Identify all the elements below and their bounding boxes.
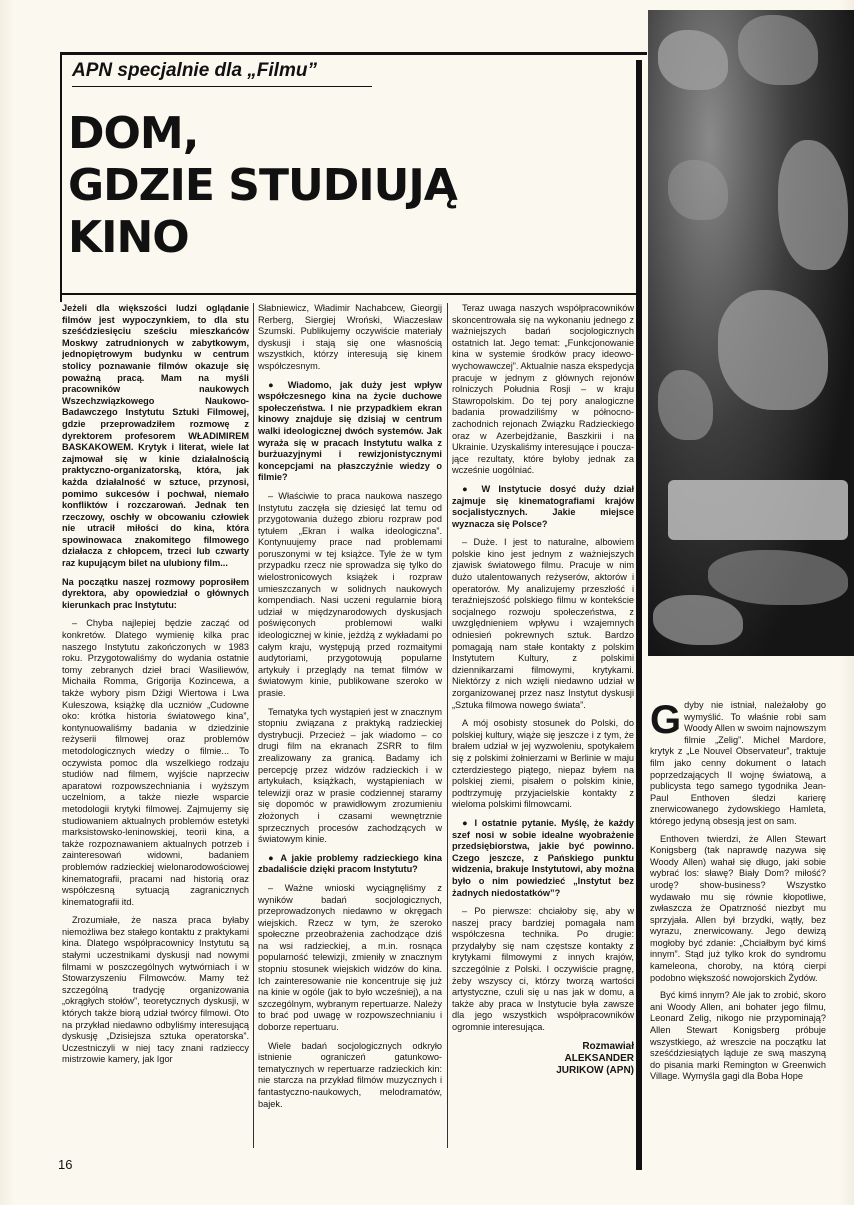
question-paragraph: ● W Instytucie dosyć duży dział zajmuje się kinematografiami krajów socjalistycznych. Jakie miejsce wyznacza się Polsce? — [452, 483, 634, 529]
opening-paragraph — [650, 700, 826, 828]
headline-divider — [60, 293, 638, 295]
body-paragraph: Teraz uwaga naszych współpracowników skoncentrowała się na wykonaniu jednego z ważniejszych badań socjologicznych ostatnich lat. Jego temat: „Funkcjonowanie kina w systemie środków pracy ideowo-wychowawczej”. Aktualnie nasza ekspedycja pracuje w jednym z głównych rejonów rolniczych Południa Rosji – w kraju Stawropolskim. Do tej pory analogiczne badania prowadziliśmy w północno-zachodnich rejonach Związku Radzieckiego oraz w Azerbejdżanie, Baszkirii i na Ukrainie. Uzyskaliśmy interesujące i pouczające rezultaty, które byłoby jednak za wcześnie uogólniać. — [452, 303, 634, 476]
body-paragraph: – Ważne wnioski wyciągnęliśmy z wyników badań socjologicznych, przeprowadzonych niedawno w okręgach wiejskich. Rzecz w tym, że szeroko społeczne przeobrażenia zachodzące dziś na wsi radzieckiej, a m.in. rosnąca popularność telewizji, zmieniły w znacznym stopniu stosunek wiejskich widzów do kina. Ich zainteresowanie nie koncentruje się już na kinie w ogóle (jak to było wcześniej), a na szczególnym, wybranym repertuarze. Należy to brać pod uwagę w rozpowszechnianiu i doborze repertuaru. — [258, 882, 442, 1033]
body-paragraph: Enthoven twierdzi, że Allen Stewart Konigsberg (tak naprawdę nazywa się Woody Allen) wahał się długo, jaki sobie wybrać los: sławę? Biały Dom? miłość? urodę? show-business? Wszystko wydawało mu się równie kłopotliwe, zwłaszcza że Opatrzność niezbyt mu sprzyjała. Allen był brzydki, wątły, bez wyrazu, znerwicowany. Jego dewizą mogłoby być zdanie: „Chciałbym być kimś innym”. Stąd już tylko krok do syndromu kameleona, choroby, na którą cierpi podobno większość nowojorskich Żydów. — [650, 833, 826, 983]
article-headline — [68, 108, 628, 264]
frame-right-rule — [636, 60, 642, 1170]
body-paragraph: Być kimś innym? Ale jak to zrobić, skoro ani Woody Allen, ani bohater jego filmu, Leonard Zelig, nikogo nie przypominają? Allen Stewart Konigsberg próbuje wszystkiego, aż wreszcie na początku lat sześćdziesiątych ląduje ze swą maszyną do pisania marki Remington w Greenwich Village. Wymyśla gagi dla Boba Hope — [650, 990, 826, 1082]
headline-line: GDZIE STUDIUJĄ — [68, 160, 457, 211]
column-rule — [447, 303, 448, 1148]
question-paragraph: ● I ostatnie pytanie. Myślę, że każdy szef nosi w sobie idealne wyobrażenie przedsiębiorstwa, jakie być powinno. Czego jeszcze, z Pańskiego punktu widzenia, brakuje Instytutowi, aby można było o nim powiedzieć „Instytut bez żadnych niedostatków”? — [452, 817, 634, 898]
body-paragraph: Wiele badań socjologicznych odkryło istnienie ograniczeń gatunkowo-tematycznych w repertuarze radzieckich kin: nie starcza na przykład filmów muzycznych i fantastyczno-naukowych, melodramatów, bajek. — [258, 1040, 442, 1109]
body-paragraph: – Chyba najlepiej będzie zacząć od konkretów. Dlatego wymienię kilka prac naszego Instytutu zakończonych w 1983 roku. Przygotowaliśmy do wydania ostatnie tomy zebranych dzieł braci Wasiliewów, Michaiła Romma, Grigorija Kozincewa, a także wybory pism Dżigi Wiertowa i Lwa Kuleszowa, książkę dla uczniów „Cudowne oko: krótka historia światowego kina”, kontynuowaliśmy badania w dziedzinie reżyserii filmowej oraz problemów metodologicznych wiedzy o filmie... To oczywista pomoc dla wszelkiego rodzaju studiów nad filmem, wyjście naprzeciw aparatowi rozpowszechniania i wyższym uczelniom, a także niezłe wsparcie metodologii krytyki filmowej. Zajmujemy się studiowaniem aktualnych problemów estetyki marksistowsko-leninowskiej, teorii kina, a także rozpoznawaniem aktualnych potrzeb i zainteresowań widowni, badaniem problemów radzieckiej wielonarodowościowej kinematografii, pracami nad historią oraz współczesną sytuacją zagranicznych kinematografii itd. — [62, 618, 249, 907]
article-column-2 — [258, 303, 442, 1163]
question-paragraph: ● A jakie problemy radzieckiego kina zbadaliście dzięki pracom Instytutu? — [258, 852, 442, 875]
article-column-3 — [452, 303, 634, 1153]
stone-wall-photo — [648, 10, 854, 656]
column-rule — [253, 303, 254, 1148]
page-number: 16 — [58, 1157, 73, 1172]
body-paragraph: – Duże. I jest to naturalne, albowiem polskie kino jest jednym z ważniejszych zjawisk światowego filmu. Pracuje w nim dużo utalentowanych reżyserów, aktorów i operatorów. My analizujemy przeszłość i teraźniejszość polskiego filmu w kontekście socjalnego rozwoju społeczeństwa, z uwzględnieniem wpływu i wzajemnych odniesień pokrewnych sztuk. Bardzo pomagają nam stałe kontakty z polskim Instytutem Kultury, z polskimi dziennikarzami filmowymi, krytykami. Niektórzy z nich wzięli niedawno udział w zorganizowanej przez nasz Instytut dyskusji „Sztuka filmowa nowego świata”. — [452, 537, 634, 710]
headline-line: KINO — [68, 212, 189, 263]
signature-line: Rozmawiał — [582, 1040, 634, 1052]
signature-line: JURIKOW (APN) — [556, 1064, 634, 1076]
frame-top-rule — [60, 52, 647, 55]
signature — [452, 1041, 634, 1077]
body-paragraph: – Po pierwsze: chciałoby się, aby w naszej pracy bardziej pomagała nam współczesna technika. Po drugie: przydałyby się nam częstsze kontakty z krytykami filmowymi z innych krajów, szczególnie z Polski. I oczywiście pragnę, żeby wszyscy ci, którzy tworzą wartości artystyczne, czuli się u nas jak w domu, a także aby praca w Instytucie była zawsze dla jego wszystkich współpracowników ogromnie interesująca. — [452, 906, 634, 1033]
headline-line: DOM, — [68, 108, 199, 159]
question-paragraph: ● Wiadomo, jak duży jest wpływ współczesnego kina na życie duchowe społeczeństwa. I nie przypadkiem ekran kinowy znajduje się dzisiaj w centrum walki ideologicznej dwóch systemów. Jak wyraża się w pracach Instytutu walka z burżuazyjnymi i rewizjonistycznymi koncepcjami na płaszczyźnie wiedzy o filmie? — [258, 379, 442, 483]
body-paragraph: – Właściwie to praca naukowa naszego Instytutu zaczęła się dziesięć lat temu od przygotowania dużego zbioru rozpraw pod tytułem „Ekran i walka ideologiczna”. Kontynuujemy prace nad problemami poruszonymi w tej książce. Tyle że w tym przypadku rzecz nie sprowadza się tylko do wielostronicowych książek i rozpraw umieszczanych w solidnych naukowych kompendiach. Nasi uczeni regularnie biorą udział w międzynarodowych dyskusjach poświęconych problemowi walki ideologicznej w kinie, jeżdżą z wykładami po całym kraju, występują przed rozmaitymi audytoriami, przygotowują popularne artykuły i przeglądy na temat filmów w światowym kinie, publikowane szeroko w prasie. — [258, 490, 442, 698]
article-kicker: APN specjalnie dla „Filmu” — [72, 60, 372, 87]
body-paragraph: Zrozumiałe, że nasza praca byłaby niemożliwa bez stałego kontaktu z praktykami kina. Dlatego współpracownicy Instytutu są stałymi uczestnikami dyskusji nad nowymi filmami w poszczególnych wytwórniach i w Stowarzyszeniu Filmowców. Mamy też szczególną tradycję organizowania „okrągłych stołów”, teoretycznych dyskusji, w których także biorą udział twórcy filmowi. Oto na przykład niedawno odbyliśmy interesującą dyskusję „Dzisiejsza sztuka operatorska”. Uczestniczyli w niej tacy znani radzieccy mistrzowie kamery, jak Igor — [62, 915, 249, 1065]
article-column-1 — [62, 303, 249, 1163]
drop-cap: G — [650, 700, 682, 742]
body-paragraph: Tematyka tych wystąpień jest w znacznym stopniu związana z praktyką radzieckiej dystrybucji. Przecież – jak wiadomo – co drugi film na ekranach ZSRR to film zrealizowany za granicą. Badamy ich percepcję przez widzów radzieckich i w artykułach, książkach, wystąpieniach w telewizji oraz w prasie codziennej staramy się dopomóc w prawidłowym zrozumieniu złożonych i czasami wewnętrznie sprzecznych procesów zachodzących w światowym kinie. — [258, 706, 442, 845]
body-paragraph: Słabniewicz, Władimir Nachabcew, Gieorgij Rerberg, Siergiej Wroński, Wiaczesław Szumski. Publikujemy oczywiście materiały dyskusji i stają się one własnością wszystkich, którzy interesują się kinem współczesnym. — [258, 303, 442, 371]
body-paragraph: A mój osobisty stosunek do Polski, do polskiej kultury, wiąże się jeszcze i z tym, że brałem udział w jej wyzwoleniu, spotykałem się z polskimi żołnierzami w Berlinie w maju czterdziestego piątego, niераz byłem na polskiej ziemi, pisałem o polskim kinie, podtrzymuję przyjacielskie kontakty z wieloma polskimi filmowcami. — [452, 718, 634, 810]
frame-left-rule — [60, 52, 62, 302]
question-paragraph: Na początku naszej rozmowy poprosiłem dyrektora, aby opowiedział o głównych kierunkach prac Instytutu: — [62, 576, 249, 610]
signature-line: ALEKSANDER — [564, 1052, 634, 1064]
opening-text: dyby nie istniał, należałoby go wymyślić. To właśnie robi sam Woody Allen w swoim najnowszym filmie „Zelig”. Michel Mardore, krytyk z „Le Nouvel Observateur”, traktuje film jako cenny dokument o latach poprzedzających II wojnę światową, a publicysta tego samego tygodnika Jean-Paul Enthoven śledzi karierę znerwicowanego żydowskiego Hamleta, którego jedyną obsesją jest on sam. — [650, 700, 826, 826]
lead-paragraph: Jeżeli dla większości ludzi oglądanie filmów jest wypoczynkiem, to dla stu sześćdziesięciu sześciu mieszkańców Moskwy zatrudnionych w zabytkowym, jednopiętrowym budynku w centrum stolicy poznawanie filmów okazuje się poważną pracą. Mam na myśli pracowników naukowych Wszechzwiązkowego Naukowo-Badawczego Instytutu Sztuki Filmowej, gdzie przeprowadziłem rozmowę z dyrektorem profesorem WŁADIMIREM BASKAKOWEM. Krytyk i literat, wiele lat zajmował się w kinie działalnością praktyczno-organizatorską, która, jak każda działalność w sztuce, przynosi, pomimo sukcesów i pochwał, niemało konfliktów i rozczarowań. Jednak ten rzeczowy, oschły w obcowaniu człowiek nie utracił miłości do kina, która spowinowaca znakomitego filmowego działacza z chłopcem, trzeci lub czwarty raz kupującym bilet na ulubiony film... — [62, 303, 249, 569]
sidebar-article-column — [650, 700, 826, 1155]
